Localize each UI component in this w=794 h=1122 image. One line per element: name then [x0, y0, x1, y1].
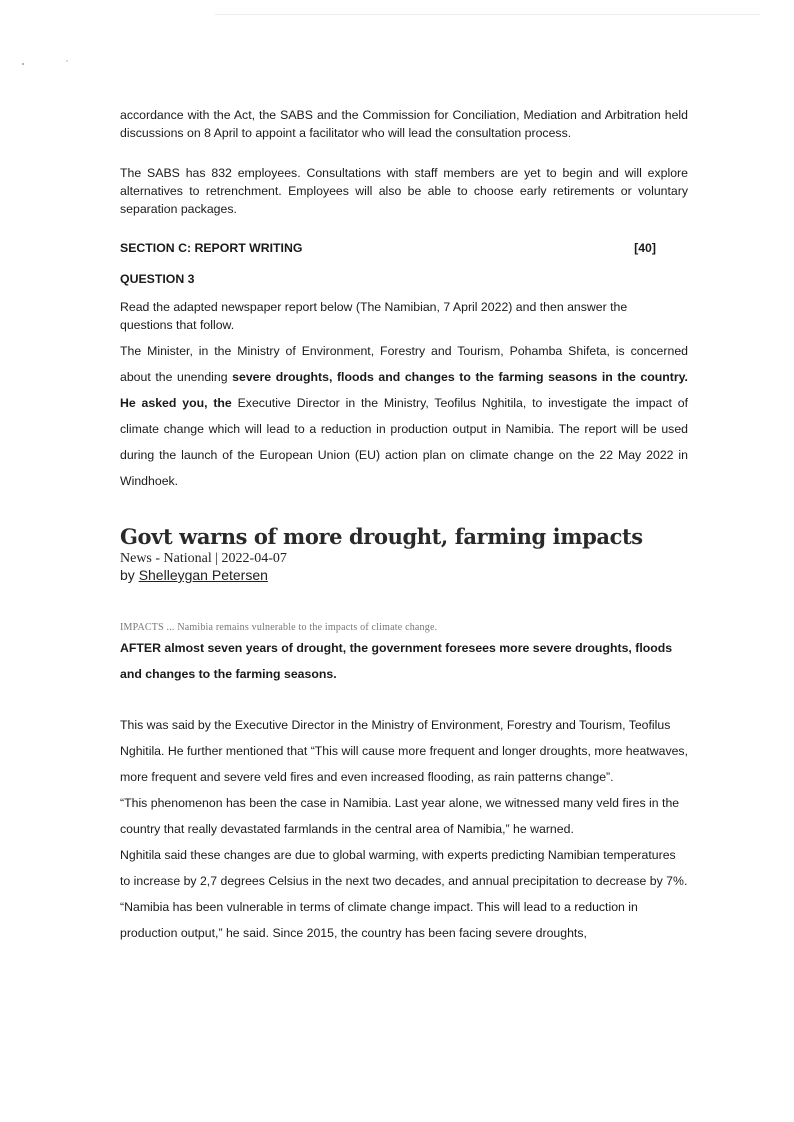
- scan-speck: [66, 60, 68, 62]
- question-title: QUESTION 3: [120, 272, 195, 286]
- section-title: SECTION C: REPORT WRITING: [120, 241, 303, 255]
- article-paragraph: “This phenomenon has been the case in Namibia. Last year alone, we witnessed many veld fires in the country that really devastated farmlands in the central area of Namibia,” he warned.: [120, 796, 680, 836]
- section-heading-row: [120, 240, 656, 256]
- question-instruction: Read the adapted newspaper report below (The Namibian, 7 April 2022) and then answer the questions that follow.: [120, 300, 628, 332]
- article-byline: [120, 567, 688, 583]
- scenario-text: Executive Director in the Ministry, Teofilus Nghitila, to investigate the impact of climate change which will lead to a reduction in production output in Namibia. The report will be used during the launch of the European Union (EU) action plan on climate change on the 22 May 2022 in Windhoek.: [120, 396, 689, 488]
- scenario-bold-text: severe droughts, floods and changes to the farming seasons in the country. He asked you, the: [120, 370, 688, 410]
- paragraph-sabs-employees: The SABS has 832 employees. Consultations with staff members are yet to begin and will explore alternatives to retrenchment. Employees will also be able to choose early retirements or voluntary separation packages.: [120, 166, 688, 216]
- article-headline: Govt warns of more drought, farming impacts: [120, 524, 643, 549]
- article-paragraph: Nghitila said these changes are due to global warming, with experts predicting Namibian temperatures to increase by 2,7 degrees Celsius in the next two decades, and annual precipitation to decrease by 7%. “Namibia has been vulnerable in terms of climate change impact. This will lead to a reduction in production output,” he said. Since 2015, the country has been facing severe droughts,: [120, 848, 688, 940]
- question-scenario: [120, 338, 688, 494]
- article-body: [120, 712, 688, 946]
- scan-top-rule: [215, 14, 760, 15]
- article-lead: AFTER almost seven years of drought, the government foresees more severe droughts, floods and changes to the farming seasons.: [120, 641, 673, 681]
- byline-prefix: by: [120, 567, 139, 583]
- author-link[interactable]: Shelleygan Petersen: [138, 567, 268, 583]
- paragraph-continuation: accordance with the Act, the SABS and the Commission for Conciliation, Mediation and Arbitration held discussions on 8 April to appoint a facilitator who will lead the consultation process.: [120, 108, 688, 140]
- scenario-text: The Minister, in the Ministry of Environment, Forestry and Tourism, Pohamba Shifeta, is concerned about the unending: [120, 344, 688, 384]
- scan-speck: [22, 63, 24, 65]
- photo-caption: IMPACTS ... Namibia remains vulnerable to the impacts of climate change.: [120, 622, 438, 633]
- article-meta: News - National | 2022-04-07: [120, 551, 287, 566]
- article-paragraph: This was said by the Executive Director in the Ministry of Environment, Forestry and Tourism, Teofilus Nghitila. He further mentioned that “This will cause more frequent and longer droughts, more heatwaves, more frequent and severe veld fires and even increased flooding, as rain patterns change”.: [120, 718, 688, 784]
- section-marks: [40]: [634, 241, 656, 255]
